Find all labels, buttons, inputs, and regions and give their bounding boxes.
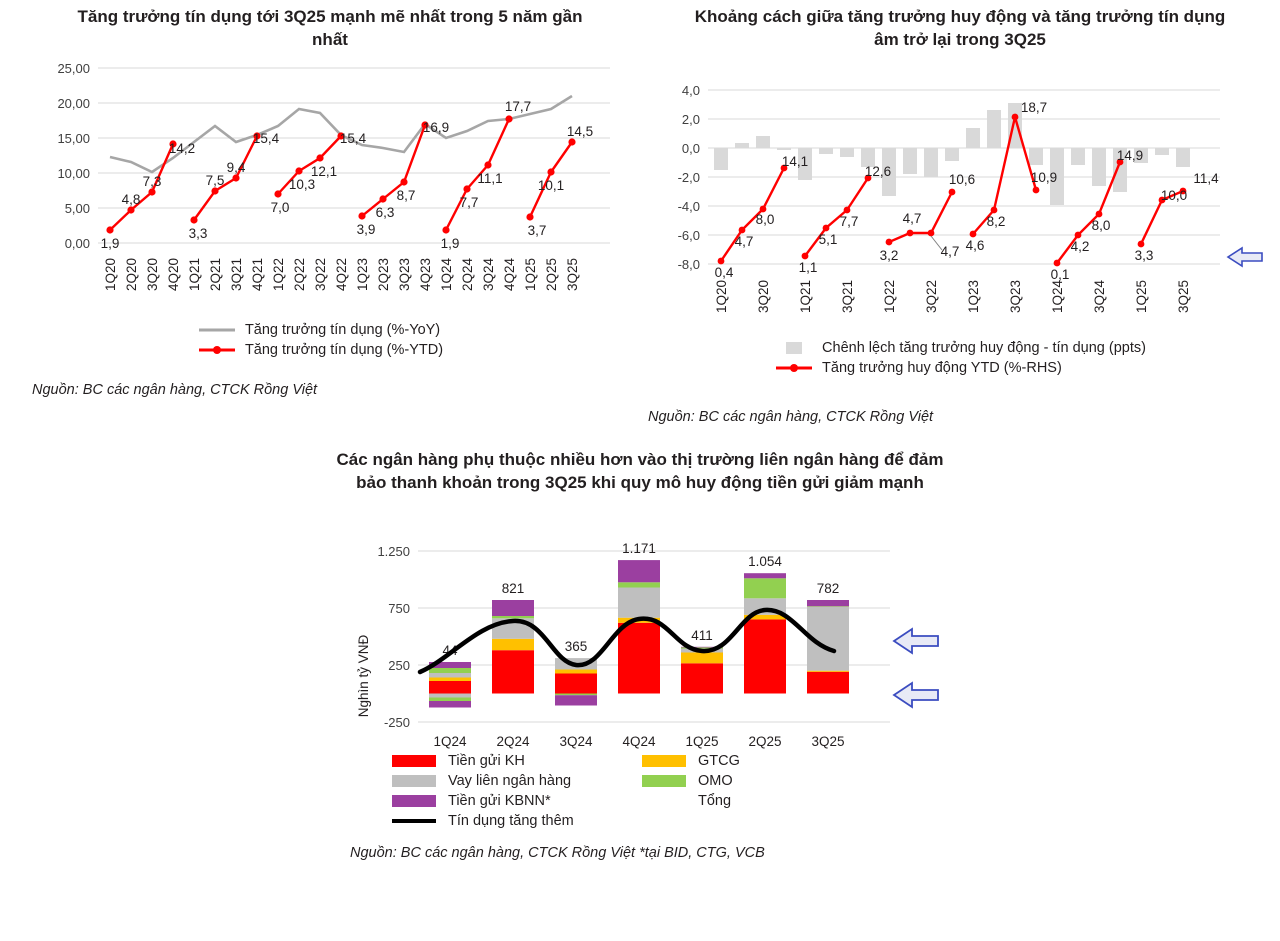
data-label: 10,6 xyxy=(948,172,976,187)
data-label: 15,4 xyxy=(339,131,367,146)
x-axis-ticks xyxy=(714,280,1191,314)
data-label: 1,9 xyxy=(100,236,120,251)
data-label: 16,9 xyxy=(422,120,450,135)
legend-item[interactable] xyxy=(642,753,862,769)
x-tick: 1Q21 xyxy=(798,280,813,314)
legend-item[interactable] xyxy=(392,793,642,809)
data-label: 0,1 xyxy=(1050,267,1070,282)
data-label: 8,2 xyxy=(986,214,1006,229)
y-axis-ticks xyxy=(377,544,410,730)
x-tick: 4Q22 xyxy=(334,258,349,292)
legend-item[interactable] xyxy=(392,753,642,769)
source-note-deposit-credit-gap: Nguồn: BC các ngân hàng, CTCK Rồng Việt xyxy=(648,409,934,425)
data-label: 3,9 xyxy=(356,222,376,237)
legend-swatch-line-marker xyxy=(774,362,814,374)
stacked-bar-2q24 xyxy=(492,600,534,694)
legend-credit-growth xyxy=(0,322,640,361)
source-note-funding-structure: Nguồn: BC các ngân hàng, CTCK Rồng Việt *tại BID, CTG, VCB xyxy=(350,845,765,861)
legend-label: Tín dụng tăng thêm xyxy=(448,813,574,829)
y-tick: 1.250 xyxy=(377,544,410,559)
x-tick: 1Q24 xyxy=(439,258,454,292)
chart-panel-deposit-credit-gap xyxy=(640,0,1280,430)
data-label: 8,7 xyxy=(396,188,416,203)
data-label: 17,7 xyxy=(504,99,532,114)
y-tick: 5,00 xyxy=(64,201,90,216)
legend-item[interactable] xyxy=(642,773,862,789)
data-label: 10,3 xyxy=(288,177,316,192)
data-label: 4,7 xyxy=(940,244,960,259)
y-tick: 4,0 xyxy=(681,83,700,98)
legend-item[interactable] xyxy=(392,813,642,829)
x-tick: 4Q24 xyxy=(502,258,517,292)
y-tick: 20,00 xyxy=(57,96,90,111)
stacked-bar-1q24 xyxy=(429,662,471,708)
total-label: 782 xyxy=(816,581,840,596)
x-tick: 1Q25 xyxy=(685,734,719,749)
y-tick: 15,00 xyxy=(57,131,90,146)
x-tick: 3Q25 xyxy=(1176,280,1191,314)
deposit-credit-gap-plot xyxy=(640,78,1260,348)
legend-swatch-box xyxy=(392,774,438,788)
legend-label: Tổng xyxy=(698,793,732,809)
legend-item[interactable] xyxy=(197,322,443,338)
x-tick: 1Q22 xyxy=(882,280,897,314)
legend-item[interactable] xyxy=(392,773,642,789)
y-tick: -8,0 xyxy=(677,257,700,272)
total-label: 44 xyxy=(442,643,458,658)
y-tick: 250 xyxy=(388,658,410,673)
data-label: 7,7 xyxy=(459,195,479,210)
data-label: 14,9 xyxy=(1116,148,1144,163)
x-tick: 3Q25 xyxy=(811,734,845,749)
legend-swatch-box xyxy=(642,774,688,788)
y-axis-ticks xyxy=(678,83,700,272)
data-label: 3,3 xyxy=(188,226,208,241)
total-label: 365 xyxy=(564,639,588,654)
data-label: 7,0 xyxy=(270,200,290,215)
data-label: 14,5 xyxy=(566,124,594,139)
legend-item[interactable] xyxy=(774,340,1146,356)
legend-label: Vay liên ngân hàng xyxy=(448,773,572,789)
legend-label: GTCG xyxy=(698,753,740,769)
data-label: 1,1 xyxy=(798,260,818,275)
data-label: 4,6 xyxy=(965,238,985,253)
annotation-arrow-left-interbank xyxy=(894,629,938,653)
legend-label: Tiền gửi KH xyxy=(448,753,525,769)
x-tick: 3Q24 xyxy=(559,734,593,749)
y-tick: 25,00 xyxy=(57,61,90,76)
data-label: 14,1 xyxy=(781,154,809,169)
legend-label: Tiền gửi KBNN* xyxy=(448,793,551,809)
chart-title-funding-structure: Các ngân hàng phụ thuộc nhiều hơn vào thị trường liên ngân hàng để đảm bảo thanh khoản trong 3Q25 khi quy mô huy động tiền gửi giảm mạnh xyxy=(336,450,944,492)
legend-label: Chênh lệch tăng trưởng huy động - tín dụng (ppts) xyxy=(822,340,1146,356)
data-label: 10,9 xyxy=(1030,170,1058,185)
data-label: 10,0 xyxy=(1160,188,1188,203)
x-axis-ticks xyxy=(433,734,844,749)
x-tick: 2Q24 xyxy=(460,258,475,292)
annotation-arrow-left-3q25 xyxy=(1228,248,1262,266)
x-tick: 2Q23 xyxy=(376,258,391,292)
data-label: 12,6 xyxy=(864,164,892,179)
y-tick: 2,0 xyxy=(681,112,700,127)
data-label: 3,2 xyxy=(879,248,899,263)
x-axis-ticks xyxy=(103,258,580,292)
x-tick: 2Q21 xyxy=(208,258,223,292)
chart-panel-credit-growth xyxy=(0,0,640,410)
legend-swatch-line xyxy=(392,814,438,828)
data-label: 6,3 xyxy=(375,205,395,220)
data-label: 4,7 xyxy=(902,211,922,226)
x-tick: 3Q20 xyxy=(756,280,771,314)
source-note-credit-growth: Nguồn: BC các ngân hàng, CTCK Rồng Việt xyxy=(32,382,318,398)
x-tick: 3Q22 xyxy=(313,258,328,292)
legend-swatch-box xyxy=(392,794,438,808)
x-tick: 4Q20 xyxy=(166,258,181,292)
legend-swatch-line-marker xyxy=(197,344,237,356)
legend-label: OMO xyxy=(698,773,733,789)
total-label: 1.054 xyxy=(748,554,782,569)
data-label: 1,9 xyxy=(440,236,460,251)
data-label: 5,1 xyxy=(818,232,838,247)
x-tick: 4Q21 xyxy=(250,258,265,292)
y-tick: -6,0 xyxy=(677,228,700,243)
legend-item[interactable] xyxy=(774,360,1146,376)
total-label: 411 xyxy=(691,628,713,643)
data-label: 7,5 xyxy=(205,173,225,188)
legend-funding-structure xyxy=(392,753,912,829)
legend-swatch-empty xyxy=(642,794,688,808)
data-labels-deposit-ytd xyxy=(715,100,1220,282)
data-label: 15,4 xyxy=(252,131,280,146)
x-tick: 2Q22 xyxy=(292,258,307,292)
total-label: 1.171 xyxy=(622,541,656,556)
legend-swatch-box xyxy=(392,754,438,768)
x-tick: 1Q24 xyxy=(1050,280,1065,314)
data-label: 9,4 xyxy=(226,160,246,175)
y-axis-label: Nghìn tỷ VNĐ xyxy=(356,634,371,718)
x-tick: 3Q21 xyxy=(840,280,855,314)
chart-title-credit-growth: Tăng trưởng tín dụng tới 3Q25 mạnh mẽ nhất trong 5 năm gần nhất xyxy=(77,7,583,49)
x-tick: 1Q23 xyxy=(355,258,370,292)
y-tick: 0,00 xyxy=(64,236,90,251)
x-tick: 3Q24 xyxy=(481,258,496,292)
data-label: 7,3 xyxy=(142,174,162,189)
data-label: 4,7 xyxy=(734,234,754,249)
chart-title-deposit-credit-gap: Khoảng cách giữa tăng trưởng huy động và tăng trưởng tín dụng âm trở lại trong 3Q25 xyxy=(694,7,1226,49)
x-tick: 3Q22 xyxy=(924,280,939,314)
x-tick: 3Q23 xyxy=(397,258,412,292)
legend-swatch-bar xyxy=(774,341,814,355)
y-tick: -4,0 xyxy=(677,199,700,214)
legend-label: Tăng trưởng tín dụng (%-YTD) xyxy=(244,342,444,358)
x-tick: 2Q25 xyxy=(544,258,559,292)
x-tick: 3Q25 xyxy=(565,258,580,292)
x-tick: 2Q25 xyxy=(748,734,782,749)
stacked-bar-2q25 xyxy=(744,573,786,693)
x-tick: 1Q25 xyxy=(1134,280,1149,314)
x-tick: 1Q24 xyxy=(433,734,467,749)
data-label: 12,1 xyxy=(310,164,338,179)
legend-label: Tăng trưởng huy động YTD (%-RHS) xyxy=(822,360,1062,376)
data-label: 14,2 xyxy=(168,141,196,156)
y-tick: -250 xyxy=(383,715,410,730)
data-label: 18,7 xyxy=(1020,100,1048,115)
x-tick: 1Q23 xyxy=(966,280,981,314)
x-tick: 2Q20 xyxy=(124,258,139,292)
legend-item[interactable] xyxy=(197,342,443,358)
data-label: 7,7 xyxy=(839,214,859,229)
data-labels-ytd xyxy=(101,99,594,251)
x-tick: 1Q20 xyxy=(103,258,118,292)
x-tick: 2Q24 xyxy=(496,734,530,749)
data-label: 8,0 xyxy=(755,212,775,227)
legend-deposit-credit-gap xyxy=(640,340,1280,379)
stacked-bar-1q25 xyxy=(681,647,723,694)
y-tick: 10,00 xyxy=(57,166,90,181)
data-label: 10,1 xyxy=(537,178,565,193)
x-tick: 3Q21 xyxy=(229,258,244,292)
credit-growth-plot xyxy=(10,58,630,328)
x-tick: 1Q22 xyxy=(271,258,286,292)
chart-panel-funding-structure xyxy=(300,445,980,925)
x-tick: 4Q23 xyxy=(418,258,433,292)
data-label: 0,4 xyxy=(714,265,734,280)
data-label: 11,1 xyxy=(477,171,503,186)
y-tick: -2,0 xyxy=(677,170,700,185)
data-label: 11,4 xyxy=(1193,171,1219,186)
legend-item[interactable] xyxy=(642,793,862,809)
data-label: 4,2 xyxy=(1070,239,1090,254)
y-tick: 0,0 xyxy=(681,141,700,156)
total-label: 821 xyxy=(501,581,525,596)
data-label: 8,0 xyxy=(1091,218,1111,233)
data-label: 3,3 xyxy=(1134,248,1154,263)
legend-swatch-box xyxy=(642,754,688,768)
x-tick: 1Q20 xyxy=(714,280,729,314)
x-tick: 4Q24 xyxy=(622,734,656,749)
x-tick: 3Q23 xyxy=(1008,280,1023,314)
x-tick: 3Q24 xyxy=(1092,280,1107,314)
x-tick: 1Q21 xyxy=(187,258,202,292)
data-label: 3,7 xyxy=(527,223,547,238)
y-tick: 750 xyxy=(388,601,410,616)
y-axis-ticks xyxy=(57,61,90,251)
legend-label: Tăng trưởng tín dụng (%-YoY) xyxy=(244,322,441,338)
x-tick: 1Q25 xyxy=(523,258,538,292)
legend-swatch-line xyxy=(197,324,237,336)
x-tick: 3Q20 xyxy=(145,258,160,292)
data-label: 4,8 xyxy=(121,192,141,207)
annotation-arrow-left-deposit xyxy=(894,683,938,707)
